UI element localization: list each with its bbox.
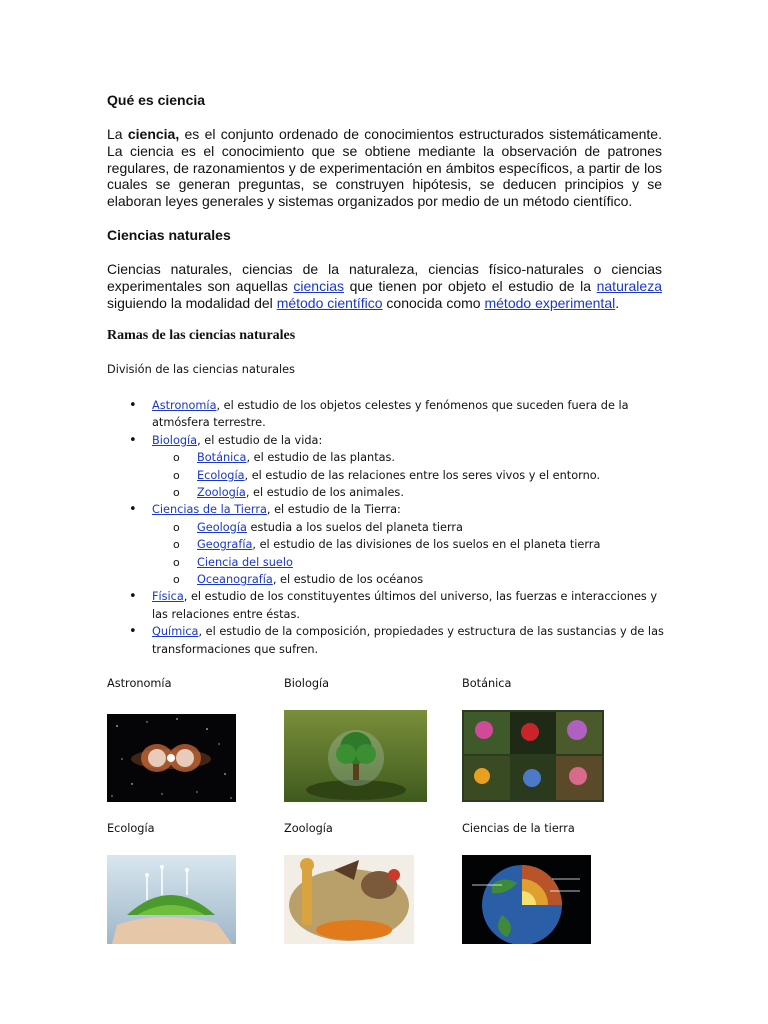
bullet-icon: • bbox=[129, 432, 137, 448]
link-ciencia-suelo[interactable]: Ciencia del suelo bbox=[197, 555, 293, 569]
paragraph-ciencias-naturales bbox=[107, 261, 662, 311]
image-botanica-flowers bbox=[462, 710, 604, 802]
section-heading-ramas: Ramas de las ciencias naturales bbox=[107, 328, 296, 343]
list-item-ciencias-tierra bbox=[107, 501, 667, 518]
para-text: que tienen por objeto el estudio de la bbox=[344, 277, 597, 294]
image-ecologia-hand-earth bbox=[107, 855, 236, 944]
item-text: , el estudio de las divisiones de los suelos en el planeta tierra bbox=[252, 538, 601, 552]
caption-astronomia: Astronomía bbox=[107, 677, 172, 690]
image-biologia-tree-sphere bbox=[284, 710, 427, 802]
list-item-fisica bbox=[107, 588, 667, 623]
para-rest: es el conjunto ordenado de conocimientos estructurados sistemáticamente. La ciencia es el conocimiento que se obtiene mediante la observación de patrones regulares, de razonamientos y de experimentación en ámbitos específicos, a partir de los cuales se generan preguntas, se construyen hipótesis, se deducen principios y se elaboran leyes generales y sistemas organizados por medio de un método científico. bbox=[107, 126, 662, 210]
sublist-item-geografia bbox=[107, 536, 667, 553]
item-text: , el estudio de los objetos celestes y fenómenos que suceden fuera de la atmósfera terrestre. bbox=[152, 399, 629, 430]
sub-bullet-icon: o bbox=[173, 573, 180, 587]
caption-biologia: Biología bbox=[284, 677, 330, 690]
subheading-division: División de las ciencias naturales bbox=[107, 363, 296, 376]
link-zoologia[interactable]: Zoología bbox=[197, 486, 246, 500]
item-text: , el estudio de los océanos bbox=[272, 573, 424, 587]
caption-zoologia: Zoología bbox=[284, 822, 333, 835]
section-heading-que-es-ciencia: Qué es ciencia bbox=[107, 92, 206, 108]
caption-botanica: Botánica bbox=[462, 677, 512, 690]
caption-ecologia: Ecología bbox=[107, 822, 155, 835]
bullet-icon: • bbox=[129, 398, 137, 413]
branches-list bbox=[107, 397, 667, 658]
sublist-item-ecologia bbox=[107, 467, 667, 484]
item-text: , el estudio de la composición, propiedades y estructura de las sustancias y de las transformaciones que sufren. bbox=[152, 625, 664, 656]
item-text: , el estudio de la vida: bbox=[197, 433, 323, 447]
link-ciencias[interactable]: ciencias bbox=[293, 277, 344, 294]
image-astronomia-nebula bbox=[107, 714, 236, 802]
para-text: Ciencias naturales, ciencias de la naturaleza, ciencias físico-naturales o ciencias experimentales son aquellas bbox=[107, 261, 662, 294]
caption-ciencias-tierra: Ciencias de la tierra bbox=[462, 822, 575, 835]
sublist-item-zoologia bbox=[107, 484, 667, 501]
sub-bullet-icon: o bbox=[173, 555, 180, 569]
link-ecologia[interactable]: Ecología bbox=[197, 468, 245, 482]
bullet-icon: • bbox=[129, 624, 137, 640]
paragraph-ciencia bbox=[107, 126, 662, 210]
sublist-item-botanica bbox=[107, 449, 667, 466]
sub-bullet-icon: o bbox=[173, 520, 180, 534]
link-quimica[interactable]: Química bbox=[152, 625, 199, 639]
link-geografia[interactable]: Geografía bbox=[197, 538, 253, 552]
sublist-item-oceanografia bbox=[107, 571, 667, 588]
link-fisica[interactable]: Física bbox=[152, 590, 184, 604]
link-astronomia[interactable]: Astronomía bbox=[152, 399, 217, 412]
sub-bullet-icon: o bbox=[173, 486, 180, 500]
list-item-biologia bbox=[107, 432, 667, 449]
list-item-astronomia bbox=[107, 397, 667, 432]
sub-bullet-icon: o bbox=[173, 538, 180, 552]
bullet-icon: • bbox=[129, 589, 137, 605]
link-geologia[interactable]: Geología bbox=[197, 520, 247, 534]
para-lead: La bbox=[107, 126, 128, 142]
link-metodo-cientifico[interactable]: método científico bbox=[276, 294, 383, 311]
para-text: conocida como bbox=[382, 294, 485, 311]
para-bold-term: ciencia, bbox=[127, 126, 180, 142]
image-tierra-earth-layers bbox=[462, 855, 591, 944]
para-text: siguiendo la modalidad del bbox=[107, 294, 277, 311]
link-biologia[interactable]: Biología bbox=[152, 433, 198, 447]
item-text: , el estudio de los animales. bbox=[245, 486, 404, 500]
item-text: , el estudio de las plantas. bbox=[246, 451, 396, 465]
item-text: , el estudio de los constituyentes últimos del universo, las fuerzas e interacciones y las relaciones entre éstas. bbox=[152, 590, 658, 621]
image-zoologia-animals bbox=[284, 855, 414, 944]
item-text: estudia a los suelos del planeta tierra bbox=[246, 520, 463, 534]
link-oceanografia[interactable]: Oceanografía bbox=[197, 573, 273, 587]
section-heading-ciencias-naturales: Ciencias naturales bbox=[107, 227, 231, 243]
link-metodo-experimental[interactable]: método experimental bbox=[484, 294, 616, 311]
sublist-item-ciencia-suelo bbox=[107, 554, 667, 571]
item-text: , el estudio de las relaciones entre los seres vivos y el entorno. bbox=[244, 468, 601, 482]
sublist-item-geologia bbox=[107, 519, 667, 536]
link-ciencias-tierra[interactable]: Ciencias de la Tierra bbox=[152, 503, 267, 517]
link-naturaleza[interactable]: naturaleza bbox=[596, 277, 662, 294]
link-botanica[interactable]: Botánica bbox=[197, 451, 247, 465]
sub-bullet-icon: o bbox=[173, 468, 180, 482]
para-text: . bbox=[615, 294, 620, 311]
sub-bullet-icon: o bbox=[173, 451, 180, 465]
bullet-icon: • bbox=[129, 502, 137, 518]
item-text: , el estudio de la Tierra: bbox=[266, 503, 401, 517]
list-item-quimica bbox=[107, 623, 667, 658]
